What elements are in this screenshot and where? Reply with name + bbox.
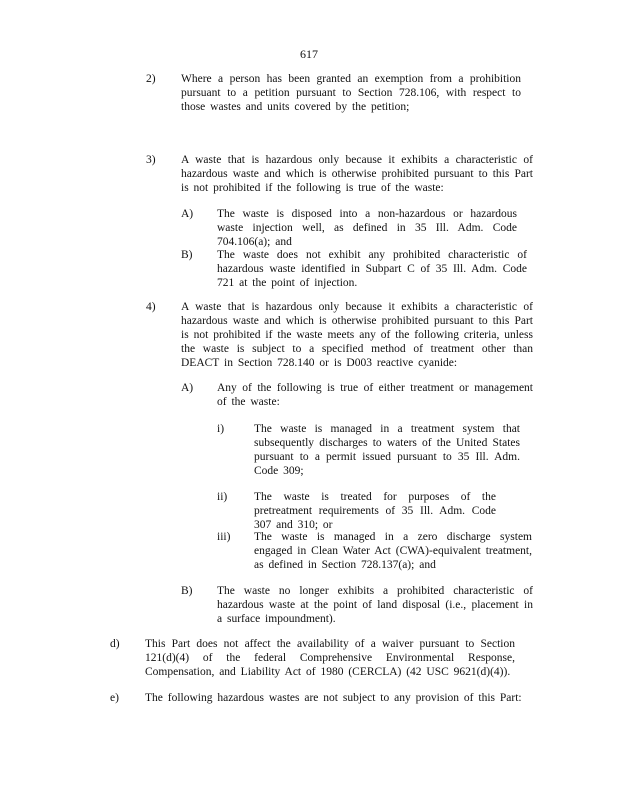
item-marker: 4) bbox=[146, 301, 156, 313]
item-text: The waste no longer exhibits a prohibited characteristic of hazardous waste at the point of land disposal (i.e., placement in a surface impoundment). bbox=[217, 585, 533, 625]
item-text: Any of the following is true of either treatment or management of the waste: bbox=[217, 382, 533, 408]
item-text: The waste is managed in a treatment system that subsequently discharges to waters of the United States pursuant to a permit issued pursuant to 35 Ill. Adm. Code 309; bbox=[254, 423, 520, 477]
item-marker: B) bbox=[181, 585, 193, 597]
item-marker: iii) bbox=[217, 531, 231, 543]
item-marker: d) bbox=[110, 638, 120, 650]
item-marker: B) bbox=[181, 249, 193, 261]
item-text: Where a person has been granted an exemption from a prohibition pursuant to a petition pursuant to Section 728.106, with respect to those wastes and units covered by the petition; bbox=[181, 73, 521, 113]
item-marker: e) bbox=[110, 692, 119, 704]
item-marker: 2) bbox=[146, 73, 156, 85]
item-text: The waste is disposed into a non-hazardous or hazardous waste injection well, as defined in 35 Ill. Adm. Code 704.106(a); and bbox=[217, 208, 517, 248]
item-marker: A) bbox=[181, 208, 194, 220]
item-text: The waste does not exhibit any prohibited characteristic of hazardous waste identified in Subpart C of 35 Ill. Adm. Code 721 at the point of injection. bbox=[217, 249, 527, 289]
item-text: A waste that is hazardous only because it exhibits a characteristic of hazardous waste and which is otherwise prohibited pursuant to this Part is not prohibited if the waste meets any of the following criteria, unless the waste is subject to a specified method of treatment other than DEACT in Section 728.140 or is D003 reactive cyanide: bbox=[181, 301, 533, 369]
page-number: 617 bbox=[300, 47, 318, 61]
item-text: A waste that is hazardous only because it exhibits a characteristic of hazardous waste and which is otherwise prohibited pursuant to this Part is not prohibited if the following is true of the waste: bbox=[181, 154, 533, 194]
item-text: The waste is managed in a zero discharge system engaged in Clean Water Act (CWA)-equivalent treatment, as defined in Section 728.137(a); and bbox=[254, 531, 532, 571]
item-marker: ii) bbox=[217, 491, 228, 503]
item-text: The following hazardous wastes are not subject to any provision of this Part: bbox=[145, 692, 522, 704]
item-marker: A) bbox=[181, 382, 194, 394]
item-marker: i) bbox=[217, 423, 225, 435]
item-text: This Part does not affect the availability of a waiver pursuant to Section 121(d)(4) of the federal Comprehensive Environmental Response, Compensation, and Liability Act of 1980 (CERCLA) (42 USC 9621(d)(4)). bbox=[145, 638, 515, 678]
item-text: The waste is treated for purposes of the pretreatment requirements of 35 Ill. Adm. Code 307 and 310; or bbox=[254, 491, 496, 531]
item-marker: 3) bbox=[146, 154, 156, 166]
